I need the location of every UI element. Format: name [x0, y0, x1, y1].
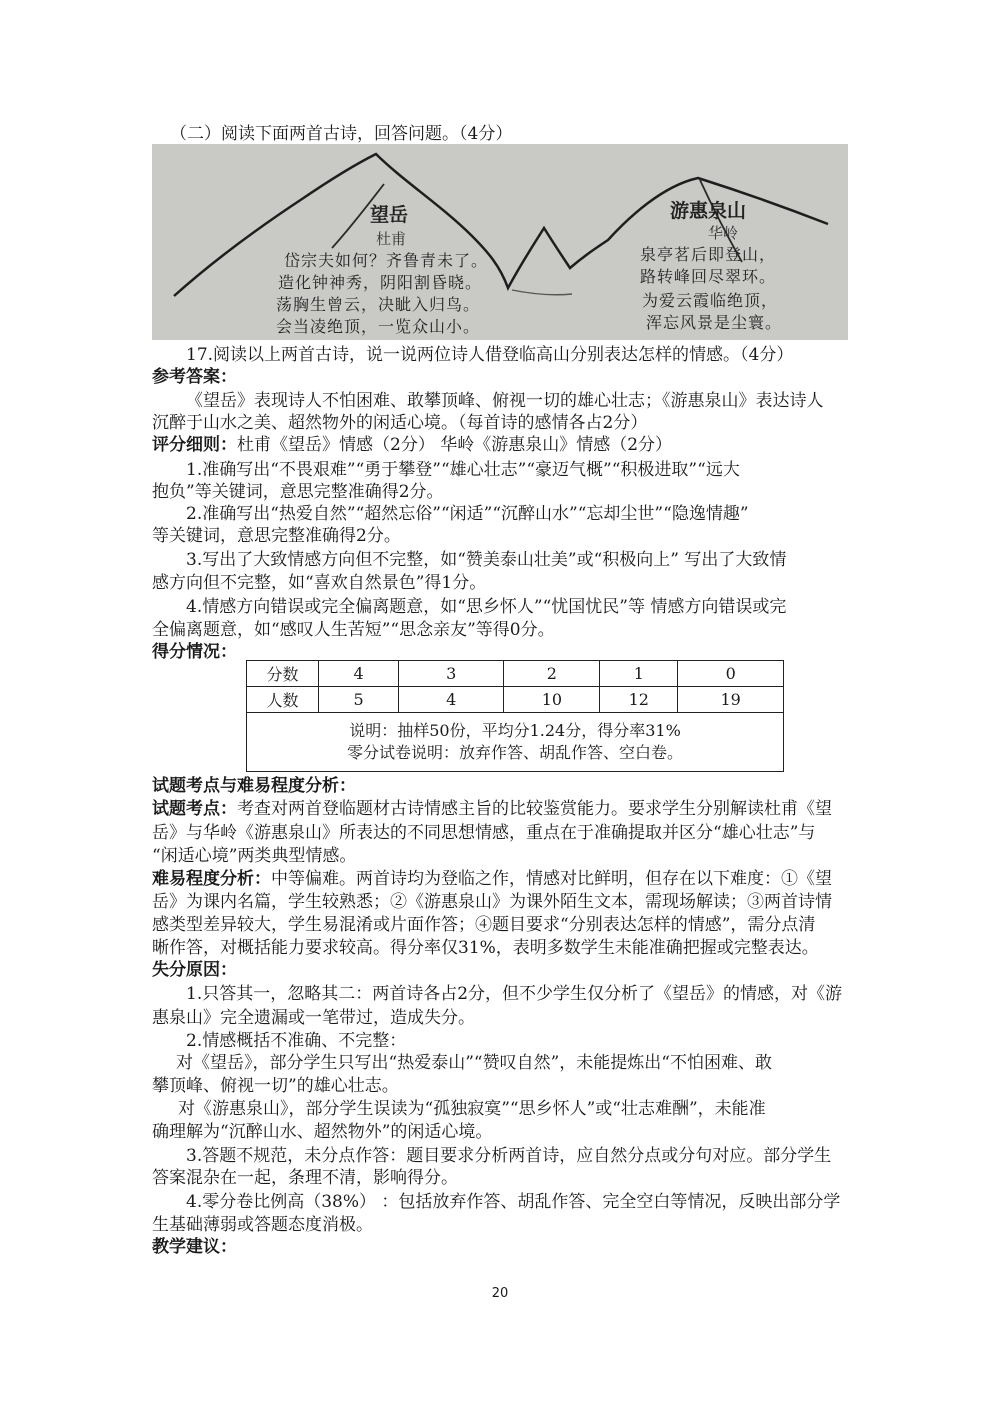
poem2-line: 为爱云霞临绝顶，: [642, 291, 779, 310]
poem1-title: 望岳: [370, 204, 409, 226]
page-number: 20: [491, 1286, 509, 1301]
table-note-cell: [247, 713, 784, 772]
loss-heading: 失分原因：: [152, 960, 237, 980]
rubric-line: 抱负”等关键词，意思完整准确得2分。: [152, 482, 444, 502]
kaodian-label: 试题考点：: [152, 799, 237, 819]
loss-line: 确理解为“沉醉山水、超然物外”的闲适心境。: [152, 1122, 493, 1142]
poem1-line: 岱宗夫如何？齐鲁青未了。: [284, 251, 489, 270]
table-cell: 10: [504, 687, 600, 713]
table-cell: 分数: [247, 661, 319, 687]
score-table: [246, 660, 784, 772]
rubric-line: 3.写出了大致情感方向但不完整，如“赞美泰山壮美”或“积极向上” 写出了大致情: [186, 550, 787, 570]
section-heading: （二）阅读下面两首古诗，回答问题。（4分）: [170, 124, 513, 144]
answer-line: 《望岳》表现诗人不怕困难、敢攀顶峰、俯视一切的雄心壮志；《游惠泉山》表达诗人: [186, 391, 824, 411]
teaching-heading: 教学建议：: [152, 1237, 237, 1257]
loss-line: 攀顶峰、俯视一切”的雄心壮志。: [152, 1076, 399, 1096]
rubric-line: 4.情感方向错误或完全偏离题意，如“思乡怀人”“忧国忧民”等 情感方向错误或完: [186, 597, 787, 617]
kaodian-line: “闲适心境”两类典型情感。: [152, 846, 357, 866]
loss-line: 惠泉山》完全遗漏或一笔带过，造成失分。: [152, 1008, 475, 1028]
difficulty-line: [152, 868, 852, 890]
poem1-line: 荡胸生曾云，决眦入归鸟。: [276, 295, 481, 314]
table-cell: 5: [319, 687, 399, 713]
table-cell: 1: [600, 661, 678, 687]
answer-line: 沉醉于山水之美、超然物外的闲适心境。（每首诗的感情各占2分）: [152, 413, 648, 433]
score-heading: 得分情况：: [152, 642, 237, 662]
table-cell: 4: [399, 687, 504, 713]
answer-heading: 参考答案：: [152, 367, 237, 387]
poem2-line: 泉亭茗后即登山，: [640, 245, 777, 264]
poem2-line: 路转峰回尽翠环。: [640, 267, 777, 286]
poem1-line: 会当凌绝顶，一览众山小。: [276, 317, 481, 336]
loss-line: 答案混杂在一起，条理不清，影响得分。: [152, 1168, 458, 1188]
poem-illustration: [152, 144, 848, 340]
rubric-heading-line: [152, 434, 852, 456]
rubric-line: 感方向但不完整，如“喜欢自然景色”得1分。: [152, 573, 487, 593]
poem2-author: 华岭: [708, 224, 739, 242]
analysis-heading: 试题考点与难易程度分析：: [152, 776, 356, 796]
loss-line: 生基础薄弱或答题态度消极。: [152, 1215, 373, 1235]
difficulty-line: 晰作答，对概括能力要求较高。得分率仅31%，表明多数学生未能准确把握或完整表达。: [152, 938, 819, 958]
rubric-line: 等关键词，意思完整准确得2分。: [152, 526, 401, 546]
table-cell: 19: [678, 687, 784, 713]
rubric-heading-rest: 杜甫《望岳》情感（2分） 华岭《游惠泉山》情感（2分）: [237, 435, 673, 455]
difficulty-text: 中等偏难。两首诗均为登临之作，情感对比鲜明，但存在以下难度：①《望: [271, 869, 832, 889]
kaodian-line: [152, 798, 852, 820]
table-cell: 12: [600, 687, 678, 713]
rubric-line: 1.准确写出“不畏艰难”“勇于攀登”“雄心壮志”“豪迈气概”“积极进取”“远大: [186, 460, 740, 480]
table-cell: 0: [678, 661, 784, 687]
kaodian-text: 考查对两首登临题材古诗情感主旨的比较鉴赏能力。要求学生分别解读杜甫《望: [237, 799, 832, 819]
table-row: [247, 687, 784, 713]
poem2-title: 游惠泉山: [670, 200, 747, 222]
table-cell: 人数: [247, 687, 319, 713]
poem1-line: 造化钟神秀，阴阳割昏晓。: [278, 273, 483, 292]
table-row: [247, 661, 784, 687]
question-text: 17.阅读以上两首古诗，说一说两位诗人借登临高山分别表达怎样的情感。（4分）: [186, 345, 794, 365]
poem2-line: 浑忘风景是尘寰。: [646, 313, 783, 332]
loss-line: 2.情感概括不准确、不完整：: [186, 1031, 407, 1051]
difficulty-line: 感类型差异较大，学生易混淆或片面作答；④题目要求“分别表达怎样的情感”，需分点清: [152, 915, 816, 935]
table-row: [247, 713, 784, 772]
kaodian-line: 岳》与华岭《游惠泉山》所表达的不同思想情感，重点在于准确提取并区分“雄心壮志”与: [152, 823, 816, 843]
difficulty-label: 难易程度分析：: [152, 869, 271, 889]
poem1-author: 杜甫: [376, 230, 407, 248]
rubric-line: 全偏离题意，如“感叹人生苦短”“思念亲友”等得0分。: [152, 620, 555, 640]
rubric-heading: 评分细则：: [152, 435, 237, 455]
loss-line: 3.答题不规范，未分点作答：题目要求分析两首诗，应自然分点或分句对应。部分学生: [186, 1146, 832, 1166]
loss-line: 对《望岳》，部分学生只写出“热爱泰山”“赞叹自然”，未能提炼出“不怕困难、敢: [176, 1053, 772, 1073]
loss-line: 4.零分卷比例高（38%） ：包括放弃作答、胡乱作答、完全空白等情况，反映出部分学: [186, 1192, 841, 1212]
table-cell: 4: [319, 661, 399, 687]
table-cell: 2: [504, 661, 600, 687]
rubric-line: 2.准确写出“热爱自然”“超然忘俗”“闲适”“沉醉山水”“忘却尘世”“隐逸情趣”: [186, 504, 749, 524]
loss-line: 1.只答其一，忽略其二：两首诗各占2分，但不少学生仅分析了《望岳》的情感，对《游: [186, 984, 843, 1004]
table-note: 说明：抽样50份，平均分1.24分，得分率31%: [349, 721, 681, 740]
difficulty-line: 岳》为课内名篇，学生较熟悉；②《游惠泉山》为课外陌生文本，需现场解读；③两首诗情: [152, 892, 832, 912]
table-cell: 3: [399, 661, 504, 687]
loss-line: 对《游惠泉山》，部分学生误读为“孤独寂寞”“思乡怀人”或“壮志难酬”，未能准: [178, 1099, 766, 1119]
table-note: 零分试卷说明：放弃作答、胡乱作答、空白卷。: [346, 743, 683, 762]
